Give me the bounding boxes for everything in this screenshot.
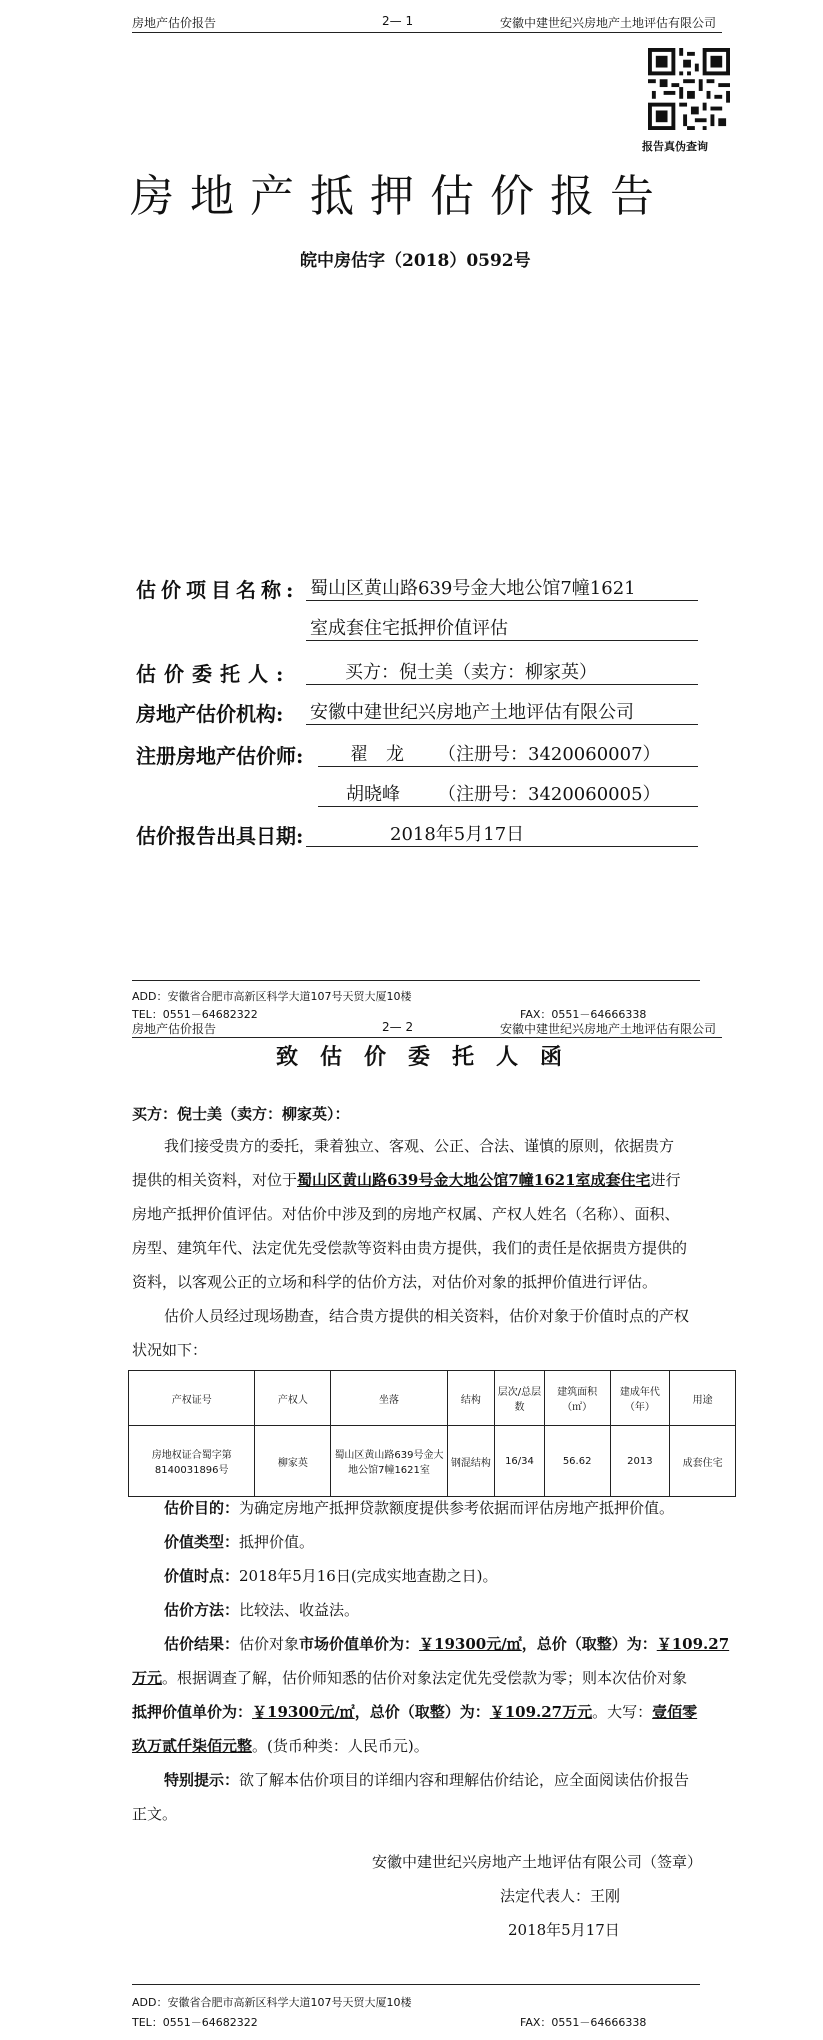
note-line: 正文。: [132, 1805, 178, 1823]
footer-fax: FAX：0551－64666338: [520, 2016, 647, 2029]
table-header-cell: 结构: [447, 1371, 495, 1426]
footer-address: ADD：安徽省合肥市高新区科学大道107号天贸大厦10楼: [132, 1996, 412, 2009]
result-line: 抵押价值单价为：￥19300元/㎡，总价（取整）为：￥109.27万元。大写：壹佰零: [132, 1703, 698, 1721]
property-table: [128, 1370, 736, 1497]
table-cell: 2013: [610, 1426, 670, 1497]
value-type-line: 价值类型：抵押价值。: [164, 1533, 315, 1551]
document-number: 皖中房估字（2018）0592号: [300, 251, 531, 271]
salutation: 买方：倪士美（卖方：柳家英）：: [132, 1105, 350, 1123]
table-cell: 56.62: [544, 1426, 610, 1497]
report-title: 房地产抵押估价报告: [130, 171, 670, 222]
table-header-cell: 坐落: [331, 1371, 447, 1426]
letter-title: 致估价委托人函: [276, 1044, 585, 1070]
appraiser1-name: 翟 龙: [350, 744, 404, 765]
table-header-row: [129, 1371, 736, 1426]
paragraph-line: 房型、建筑年代、法定优先受偿款等资料由贵方提供，我们的责任是依据贵方提供的: [132, 1239, 688, 1257]
header-right: 安徽中建世纪兴房地产土地评估有限公司: [500, 1022, 717, 1036]
appraiser2-reg: （注册号：3420060005）: [438, 784, 661, 805]
header-rule: [132, 32, 722, 33]
table-cell: 成套住宅: [670, 1426, 736, 1497]
table-header-cell: 产权人: [255, 1371, 331, 1426]
paragraph-line: 状况如下：: [132, 1341, 208, 1359]
footer-rule: [132, 1984, 700, 1985]
project-name-line1: 蜀山区黄山路639号金大地公馆7幢1621: [310, 578, 636, 599]
signature-company: 安徽中建世纪兴房地产土地评估有限公司（签章）: [372, 1853, 703, 1871]
note-line: 特别提示：欲了解本估价项目的详细内容和理解估价结论，应全面阅读估价报告: [164, 1771, 690, 1789]
header-left: 房地产估价报告: [132, 1022, 217, 1036]
table-header-cell: 层次/总层数: [495, 1371, 545, 1426]
header-page-number: 2— 2: [382, 1020, 414, 1034]
header-left: 房地产估价报告: [132, 16, 217, 30]
footer-address: ADD：安徽省合肥市高新区科学大道107号天贸大厦10楼: [132, 990, 412, 1003]
qr-code-icon: [648, 48, 730, 130]
paragraph-line: 房地产抵押价值评估。对估价中涉及到的房地产权属、产权人姓名（名称）、面积、: [132, 1205, 680, 1223]
agency-label: 房地产估价机构:: [136, 702, 284, 726]
date-label: 估价报告出具日期:: [136, 824, 304, 848]
paragraph-line: 资料，以客观公正的立场和科学的估价方法，对估价对象的抵押价值进行评估。: [132, 1273, 658, 1291]
field-underline: [306, 684, 698, 685]
field-underline: [318, 766, 698, 767]
footer-tel: TEL：0551－64682322: [132, 1008, 258, 1021]
table-header-cell: 建筑面积（㎡）: [544, 1371, 610, 1426]
field-underline: [306, 640, 698, 641]
qr-caption: 报告真伪查询: [642, 140, 708, 153]
table-row: [129, 1426, 736, 1497]
paragraph-line: 估价人员经过现场勘查，结合贵方提供的相关资料，估价对象于价值时点的产权: [164, 1307, 690, 1325]
field-underline: [318, 806, 698, 807]
project-name-line2: 室成套住宅抵押价值评估: [310, 618, 508, 639]
method-line: 估价方法：比较法、收益法。: [164, 1601, 360, 1619]
client-value: 买方：倪士美（卖方：柳家英）: [345, 662, 597, 683]
table-header-cell: 建成年代（年）: [610, 1371, 670, 1426]
footer-rule: [132, 980, 700, 981]
paragraph-line: 提供的相关资料，对位于蜀山区黄山路639号金大地公馆7幢1621室成套住宅进行: [132, 1171, 681, 1189]
date-value: 2018年5月17日: [390, 824, 525, 845]
signature-date: 2018年5月17日: [508, 1921, 620, 1939]
result-line: 估价结果：估价对象市场价值单价为：￥19300元/㎡，总价（取整）为：￥109.27: [164, 1635, 730, 1653]
result-line: 玖万贰仟柒佰元整。(货币种类：人民币元)。: [132, 1737, 429, 1755]
table-cell: 16/34: [495, 1426, 545, 1497]
table-cell: 钢混结构: [447, 1426, 495, 1497]
signature-representative: 法定代表人：王刚: [500, 1887, 621, 1905]
appraiser2-name: 胡晓峰: [346, 784, 400, 805]
result-line: 万元。根据调查了解，估价师知悉的估价对象法定优先受偿款为零；则本次估价对象: [132, 1669, 688, 1687]
table-cell: 柳家英: [255, 1426, 331, 1497]
footer-fax: FAX：0551－64666338: [520, 1008, 647, 1021]
agency-value: 安徽中建世纪兴房地产土地评估有限公司: [310, 702, 634, 723]
client-label: 估价委托人:: [136, 662, 292, 686]
header-rule: [132, 1037, 722, 1038]
table-cell: 房地权证合蜀字第8140031896号: [129, 1426, 255, 1497]
footer-tel: TEL：0551－64682322: [132, 2016, 258, 2029]
table-header-cell: 产权证号: [129, 1371, 255, 1426]
project-name-label: 估价项目名称:: [136, 578, 299, 602]
field-underline: [306, 724, 698, 725]
header-right: 安徽中建世纪兴房地产土地评估有限公司: [500, 16, 717, 30]
table-header-cell: 用途: [670, 1371, 736, 1426]
field-underline: [306, 600, 698, 601]
table-cell: 蜀山区黄山路639号金大地公馆7幢1621室: [331, 1426, 447, 1497]
header-page-number: 2— 1: [382, 14, 414, 28]
purpose-line: 估价目的：为确定房地产抵押贷款额度提供参考依据而评估房地产抵押价值。: [164, 1499, 675, 1517]
field-underline: [306, 846, 698, 847]
paragraph-line: 我们接受贵方的委托，秉着独立、客观、公正、合法、谨慎的原则，依据贵方: [164, 1137, 675, 1155]
appraiser-label: 注册房地产估价师:: [136, 744, 304, 768]
value-time-line: 价值时点：2018年5月16日(完成实地查勘之日)。: [164, 1567, 498, 1585]
appraiser1-reg: （注册号：3420060007）: [438, 744, 661, 765]
